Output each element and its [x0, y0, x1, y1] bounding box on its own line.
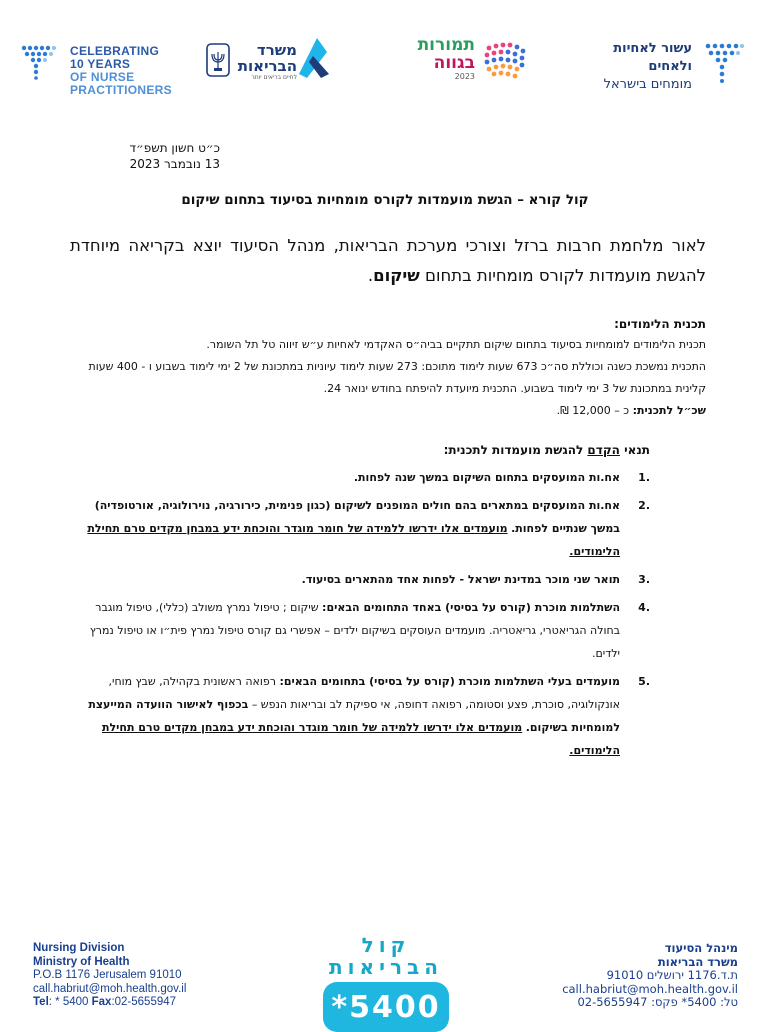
condition-bold-text-2: בכפוף לאישור הוועדה המייעצת למומחיות בשיקום.	[88, 698, 620, 734]
condition-bold-text: אח.ות המועסקים בתחום השיקום במשך שנה לפחות.	[353, 471, 620, 484]
hotline-number: *5400	[331, 989, 441, 1025]
footer-tel-value: : * 5400	[48, 996, 92, 1008]
page-title: קול קורא – הגשת מועמדות לקורס מומחיות בסיעוד בתחום שיקום	[181, 192, 589, 208]
condition-item	[66, 494, 650, 563]
footer-address-he: ת.ד.1176 ירושלים 91010	[606, 968, 738, 982]
program-paragraph-2: התכנית נמשכת כשנה וכוללת סה״כ 673 שעות לימוד מתוכם: 273 שעות לימוד עיוניות במתכונת של 2 ימי לימוד בשבוע ו - 400 שעות קלינית במתכונת של 3 ימי לימוד בשבוע. התכנית מיועדת להיפתח בחודש ינואר 24.	[88, 360, 706, 395]
tuition-line	[66, 400, 706, 422]
condition-number: .5	[638, 675, 650, 688]
footer-phones-he: טל: 5400* פקס: 02-5655947	[577, 995, 738, 1009]
gregorian-date: 13 נובמבר 2023	[129, 157, 220, 171]
np-logo-line1: CELEBRATING 10 YEARS	[70, 44, 160, 71]
condition-underlined-note: מועמדים אלו ידרשו ללמידה של חומר מוגדר והוכחת ידע במבחן מקדים טרם תחילת הלימודים.	[102, 721, 620, 757]
condition-number: .4	[638, 601, 650, 614]
condition-underlined-note: מועמדים אלו ידרשו ללמידה של חומר מוגדר והוכחת ידע במבחן מקדים טרם תחילת הלימודים.	[87, 522, 620, 558]
footer-ministry-he: משרד הבריאות	[657, 954, 738, 969]
footer-email-he[interactable]: call.habriut@moh.health.gov.il	[562, 981, 738, 996]
footer-contact-english	[33, 942, 253, 1010]
tuition-value: כ – 12,000 ₪.	[556, 404, 630, 417]
footer-email[interactable]: call.habriut@moh.health.gov.il	[33, 982, 187, 995]
condition-text: שיקום ; טיפול נמרץ משולב (כללי), טיפול מוגבר בחולה הגריאטרי, גריאטריה. מועמדים העוסקים בשיקום ילדים – אפשרי גם קורס טיפול נמרץ פית״ו או טיפול נמרץ ילדים.	[89, 601, 620, 660]
conditions-heading	[66, 440, 650, 460]
condition-text: רפואה ראשונית בקהילה, שבץ מוחי, אונקולוגיה, סוכרת, פצע וסטומה, רפואה דחופה, אי ספיקת לב ובריאות הנפש –	[108, 675, 620, 711]
asor-nurses-logo	[572, 38, 752, 92]
letter-date	[100, 140, 220, 172]
footer-contact-hebrew	[506, 942, 738, 1010]
ministry-of-health-logo	[205, 34, 335, 86]
menorah-emblem-icon	[205, 42, 231, 80]
condition-item	[66, 466, 650, 489]
tuition-label: שכ״ל לתכנית:	[632, 404, 706, 417]
condition-bold-text: מועמדים בעלי השתלמות מוכרת (קורס על בסיסי) בתחומים הבאים:	[279, 675, 620, 688]
intro-paragraph	[70, 231, 706, 291]
intro-field-bold: שיקום	[373, 266, 420, 285]
hotline-number-badge	[323, 982, 449, 1032]
np-logo-line2: OF NURSE PRACTITIONERS	[70, 70, 172, 97]
dots-pattern-icon	[18, 40, 62, 84]
condition-bold-text: תואר שני מוכר במדינת ישראל - לפחות אחד מהתארים בסיעוד.	[301, 573, 620, 586]
footer-fax-value: :02-5655947	[111, 996, 177, 1008]
tmurot-logo-year: 2023	[454, 72, 475, 81]
conditions-section	[66, 440, 650, 767]
conditions-heading-pre: תנאי	[624, 443, 650, 457]
kol-habriut-text: קול הבריאות	[329, 933, 443, 979]
footer-address: P.O.B 1176 Jerusalem 91010	[33, 969, 182, 981]
condition-number: .2	[638, 499, 650, 512]
intro-end: .	[367, 266, 374, 285]
moh-logo-tagline: לחיים בריאים יותר	[251, 74, 297, 81]
health-ribbon-icon	[293, 34, 333, 80]
condition-number: .1	[638, 471, 650, 484]
footer-ministry: Ministry of Health	[33, 955, 130, 968]
moh-logo-line1: משרד	[256, 41, 297, 59]
condition-bold-text: השתלמות מוכרת (קורס על בסיסי) באחד התחומים הבאים:	[322, 601, 620, 614]
dots-pattern-icon	[700, 38, 746, 86]
conditions-heading-post: להגשת מועמדות לתכנית:	[443, 443, 584, 457]
condition-item	[66, 596, 650, 665]
program-section	[66, 314, 706, 422]
program-paragraph-1: תכנית הלימודים למומחיות בסיעוד בתחום שיקום תתקיים בביה״ס האקדמי לאחיות ע״ש זיווה טל תל השומר.	[206, 338, 706, 351]
footer-fax-label: Fax	[91, 996, 112, 1008]
conditions-heading-underlined: הקדם	[587, 443, 620, 457]
tmurot-logo-line2: בגווה	[433, 53, 475, 73]
tmurot-logo	[385, 36, 535, 86]
condition-item	[66, 568, 650, 591]
kol-habriut-logo	[318, 933, 454, 1025]
asor-logo-line1: עשור לאחיות ולאחים	[613, 41, 692, 74]
footer-tel-label: Tel	[33, 996, 49, 1008]
condition-number: .3	[638, 573, 650, 586]
tmurot-logo-line1: תמורות	[417, 35, 475, 55]
footer-division: Nursing Division	[33, 942, 125, 954]
hebrew-date: כ״ט חשון תשפ״ד	[129, 141, 220, 155]
dotted-circle-icon	[479, 38, 537, 84]
condition-item	[66, 670, 650, 762]
asor-logo-line2: מומחים בישראל	[603, 77, 692, 92]
moh-logo-line2: הבריאות	[237, 57, 297, 75]
intro-text: לאור מלחמת חרבות ברזל וצורכי מערכת הבריאות, מנהל הסיעוד יוצא בקריאה מיוחדת להגשת מועמדות לקורס מומחיות בתחום	[70, 236, 706, 285]
footer-phones	[33, 996, 253, 1010]
footer-division-he: מינהל הסיעוד	[664, 941, 738, 955]
np-10-years-logo	[18, 40, 172, 97]
condition-bold-text: אח.ות המועסקים במתארים בהם חולים המופנים לשיקום (כגון פנימית, כירורגיה, נוירולוגיה, אורטופדיה) במשך שנתיים לפחות.	[94, 499, 620, 535]
program-heading: תכנית הלימודים:	[614, 317, 706, 331]
conditions-list	[66, 466, 650, 762]
